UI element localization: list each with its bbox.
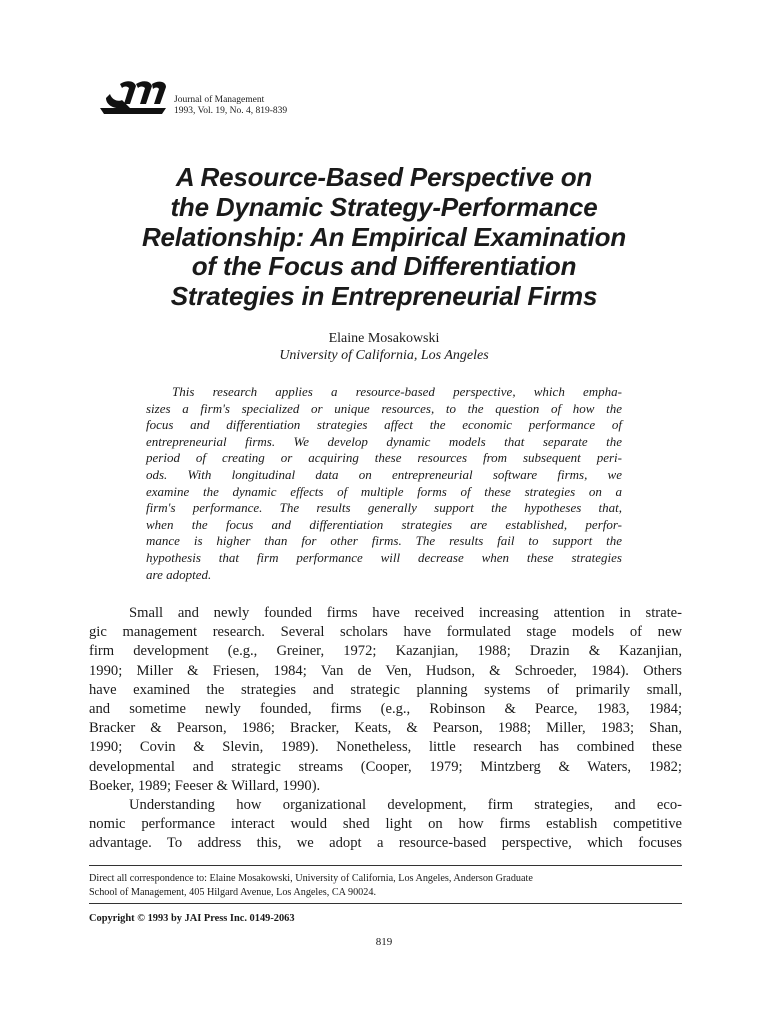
- copyright-rule: [89, 903, 682, 904]
- abstract-line: mance is higher than for other firms. The results fail to support the: [146, 533, 622, 549]
- title-line: A Resource-Based Perspective on: [175, 162, 593, 192]
- abstract: [146, 384, 622, 583]
- journal-meta: [174, 78, 287, 117]
- journal-name: Journal of Management: [174, 95, 265, 105]
- body-line: have examined the strategies and strategic planning systems of primarily small,: [89, 681, 682, 698]
- abstract-line: This research applies a resource-based perspective, which empha-: [172, 384, 622, 399]
- body-line: Small and newly founded firms have received increasing attention in strate-: [129, 605, 682, 621]
- abstract-line: sizes a firm's specialized or unique resources, to the question of how the: [146, 400, 622, 416]
- body-line: and sometime newly founded, firms (e.g., Robinson & Pearce, 1983, 1984;: [89, 700, 682, 717]
- abstract-line: examine the dynamic effects of multiple forms of these strategies on a: [146, 483, 622, 499]
- page-number: 819: [375, 936, 393, 948]
- body-line: Boeker, 1989; Feeser & Willard, 1990).: [89, 777, 321, 794]
- footnote-rule: [89, 865, 682, 866]
- abstract-line: when the focus and differentiation strategies are established, perfor-: [146, 516, 622, 532]
- copyright-notice: Copyright © 1993 by JAI Press Inc. 0149-2063: [89, 913, 295, 924]
- abstract-line: ods. With longitudinal data on entrepreneurial software firms, we: [146, 466, 622, 482]
- journal-of-management-logo: [96, 78, 168, 118]
- body-text: [89, 604, 682, 853]
- abstract-line: period of creating or acquiring these resources from subsequent peri-: [146, 450, 622, 466]
- paper-title: [60, 163, 708, 312]
- footnote: [89, 872, 682, 900]
- footnote-line: School of Management, 405 Hilgard Avenue, Los Angeles, CA 90024.: [89, 887, 376, 898]
- abstract-line: hypothesis that firm performance will decrease when these strategies: [146, 549, 622, 565]
- body-line: Understanding how organizational development, firm strategies, and eco-: [129, 796, 682, 813]
- author-affiliation: University of California, Los Angeles: [279, 348, 489, 363]
- abstract-line: entrepreneurial firms. We develop dynamic models that separate the: [146, 433, 622, 449]
- body-line: nomic performance interact would shed light on how firms establish competitive: [89, 816, 682, 833]
- body-line: 1990; Miller & Friesen, 1984; Van de Ven, Hudson, & Schroeder, 1984). Others: [89, 662, 682, 679]
- body-line: gic management research. Several scholars have formulated stage models of new: [89, 624, 682, 641]
- body-line: firm development (e.g., Greiner, 1972; Kazanjian, 1988; Drazin & Kazanjian,: [89, 643, 682, 660]
- body-line: 1990; Covin & Slevin, 1989). Nonetheless, little research has combined these: [89, 739, 682, 756]
- body-line: advantage. To address this, we adopt a resource-based perspective, which focuses: [89, 835, 682, 852]
- abstract-line: are adopted.: [146, 566, 212, 582]
- journal-header: [96, 78, 287, 118]
- body-line: developmental and strategic streams (Cooper, 1979; Mintzberg & Waters, 1982;: [89, 758, 682, 775]
- abstract-line: focus and differentiation strategies affect the economic performance of: [146, 417, 622, 433]
- author-name: Elaine Mosakowski: [328, 331, 440, 346]
- footnote-line: Direct all correspondence to: Elaine Mosakowski, University of California, Los Angeles, Anderson Graduate: [89, 873, 533, 884]
- title-line: the Dynamic Strategy-Performance: [170, 191, 598, 222]
- abstract-line: firm's performance. The results generally support the hypotheses that,: [146, 500, 622, 516]
- title-line: of the Focus and Differentiation: [191, 251, 577, 282]
- title-line: Strategies in Entrepreneurial Firms: [170, 281, 598, 312]
- title-line: Relationship: An Empirical Examination: [141, 221, 627, 252]
- body-line: Bracker & Pearson, 1986; Bracker, Keats, & Pearson, 1988; Miller, 1983; Shan,: [89, 720, 682, 737]
- journal-citation: 1993, Vol. 19, No. 4, 819-839: [174, 106, 288, 116]
